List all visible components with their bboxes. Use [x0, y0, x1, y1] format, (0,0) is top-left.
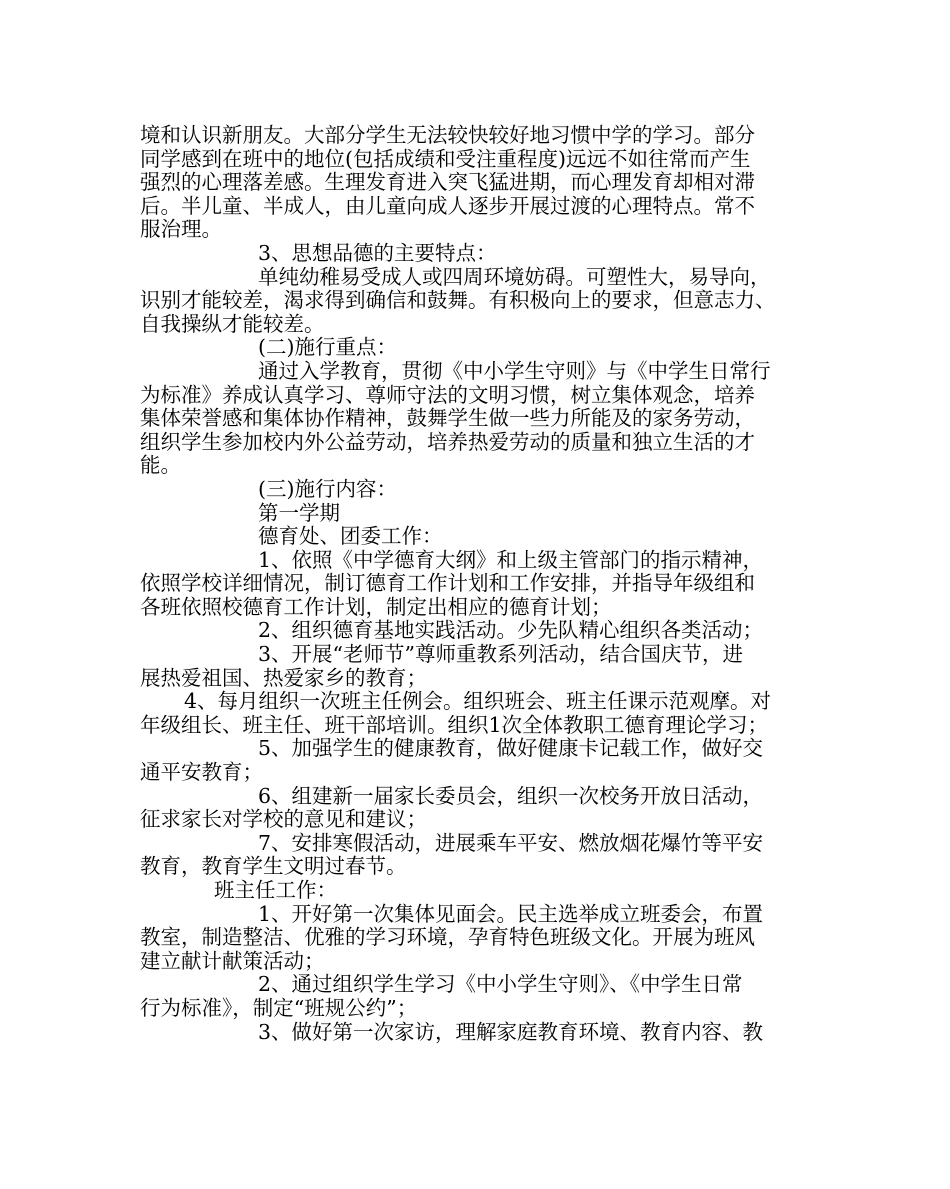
text-line: 服治理。 — [140, 217, 222, 242]
text-line: 班主任工作： — [214, 878, 337, 902]
text-line: 3、思想品德的主要特点： — [258, 240, 497, 265]
text-line: 组织学生参加校内外公益劳动，培养热爱劳动的质量和独立生活的才 — [140, 429, 755, 454]
text-line: 2、组织德育基地实践活动。少先队精心组织各类活动； — [258, 618, 764, 643]
text-line: 3、做好第一次家访，理解家庭教育环境、教育内容、教 — [258, 1019, 764, 1044]
text-line: 通过入学教育，贯彻《中小学生守则》与《中学生日常行 — [258, 358, 771, 383]
text-line: 通平安教育； — [140, 760, 263, 785]
text-line: 征求家长对学校的意见和建议； — [140, 807, 427, 832]
document-body — [140, 124, 830, 1044]
text-line: 教育，教育学生文明过春节。 — [140, 854, 407, 879]
text-line: 能。 — [140, 453, 181, 478]
text-line: 集体荣誉感和集体协作精神，鼓舞学生做一些力所能及的家务劳动， — [140, 406, 755, 431]
text-line: 自我操纵才能较差。 — [140, 311, 325, 336]
text-line: 为标准》养成认真学习、尊师守法的文明习惯，树立集体观念，培养 — [140, 382, 755, 407]
text-line: 1、开好第一次集体见面会。民主选举成立班委会，布置 — [258, 901, 764, 926]
text-line: 建立献计献策活动； — [140, 948, 325, 973]
text-line: 单纯幼稚易受成人或四周环境妨碍。可塑性大，易导向， — [258, 264, 771, 289]
text-line: 境和认识新朋友。大部分学生无法较快较好地习惯中学的学习。部分 — [140, 123, 755, 147]
text-line: 4、每月组织一次班主任例会。组织班会、班主任课示范观摩。对 — [184, 689, 772, 714]
text-line: 第一学期 — [258, 500, 340, 525]
text-line: 行为标准》，制定“班规公约”； — [140, 995, 418, 1020]
text-line: (二)施行重点： — [258, 335, 397, 360]
text-line: 5、加强学生的健康教育，做好健康卡记载工作，做好交 — [258, 736, 764, 761]
text-line: 教室，制造整洁、优雅的学习环境，孕育特色班级文化。开展为班风 — [140, 925, 755, 950]
text-line: 年级组长、班主任、班干部培训。组织1次全体教职工德育理论学习； — [140, 712, 769, 737]
text-line: 德育处、团委工作： — [258, 524, 443, 549]
text-line: 7、安排寒假活动，进展乘车平安、燃放烟花爆竹等平安 — [258, 830, 764, 855]
text-line: 各班依照校德育工作计划，制定出相应的德育计划； — [140, 594, 612, 619]
text-line: 后。半儿童、半成人，由儿童向成人逐步开展过渡的心理特点。常不 — [140, 193, 755, 218]
text-line: 展热爱祖国、热爱家乡的教育； — [140, 665, 427, 690]
text-line: 依照学校详细情况，制订德育工作计划和工作安排，并指导年级组和 — [140, 571, 755, 596]
text-line: 识别才能较差，渴求得到确信和鼓舞。有积极向上的要求，但意志力、 — [140, 288, 776, 313]
text-line: (三)施行内容： — [258, 476, 397, 501]
text-line: 1、依照《中学德育大纲》和上级主管部门的指示精神， — [258, 547, 764, 572]
text-line: 同学感到在班中的地位(包括成绩和受注重程度)远远不如往常而产生 — [140, 146, 751, 171]
text-line: 2、通过组织学生学习《中小学生守则》、《中学生日常 — [258, 972, 743, 997]
text-line: 6、组建新一届家长委员会，组织一次校务开放日活动， — [258, 783, 764, 808]
text-line: 强烈的心理落差感。生理发育进入突飞猛进期，而心理发育却相对滞 — [140, 170, 755, 195]
text-line: 3、开展“老师节”尊师重教系列活动，结合国庆节，进 — [258, 642, 744, 667]
